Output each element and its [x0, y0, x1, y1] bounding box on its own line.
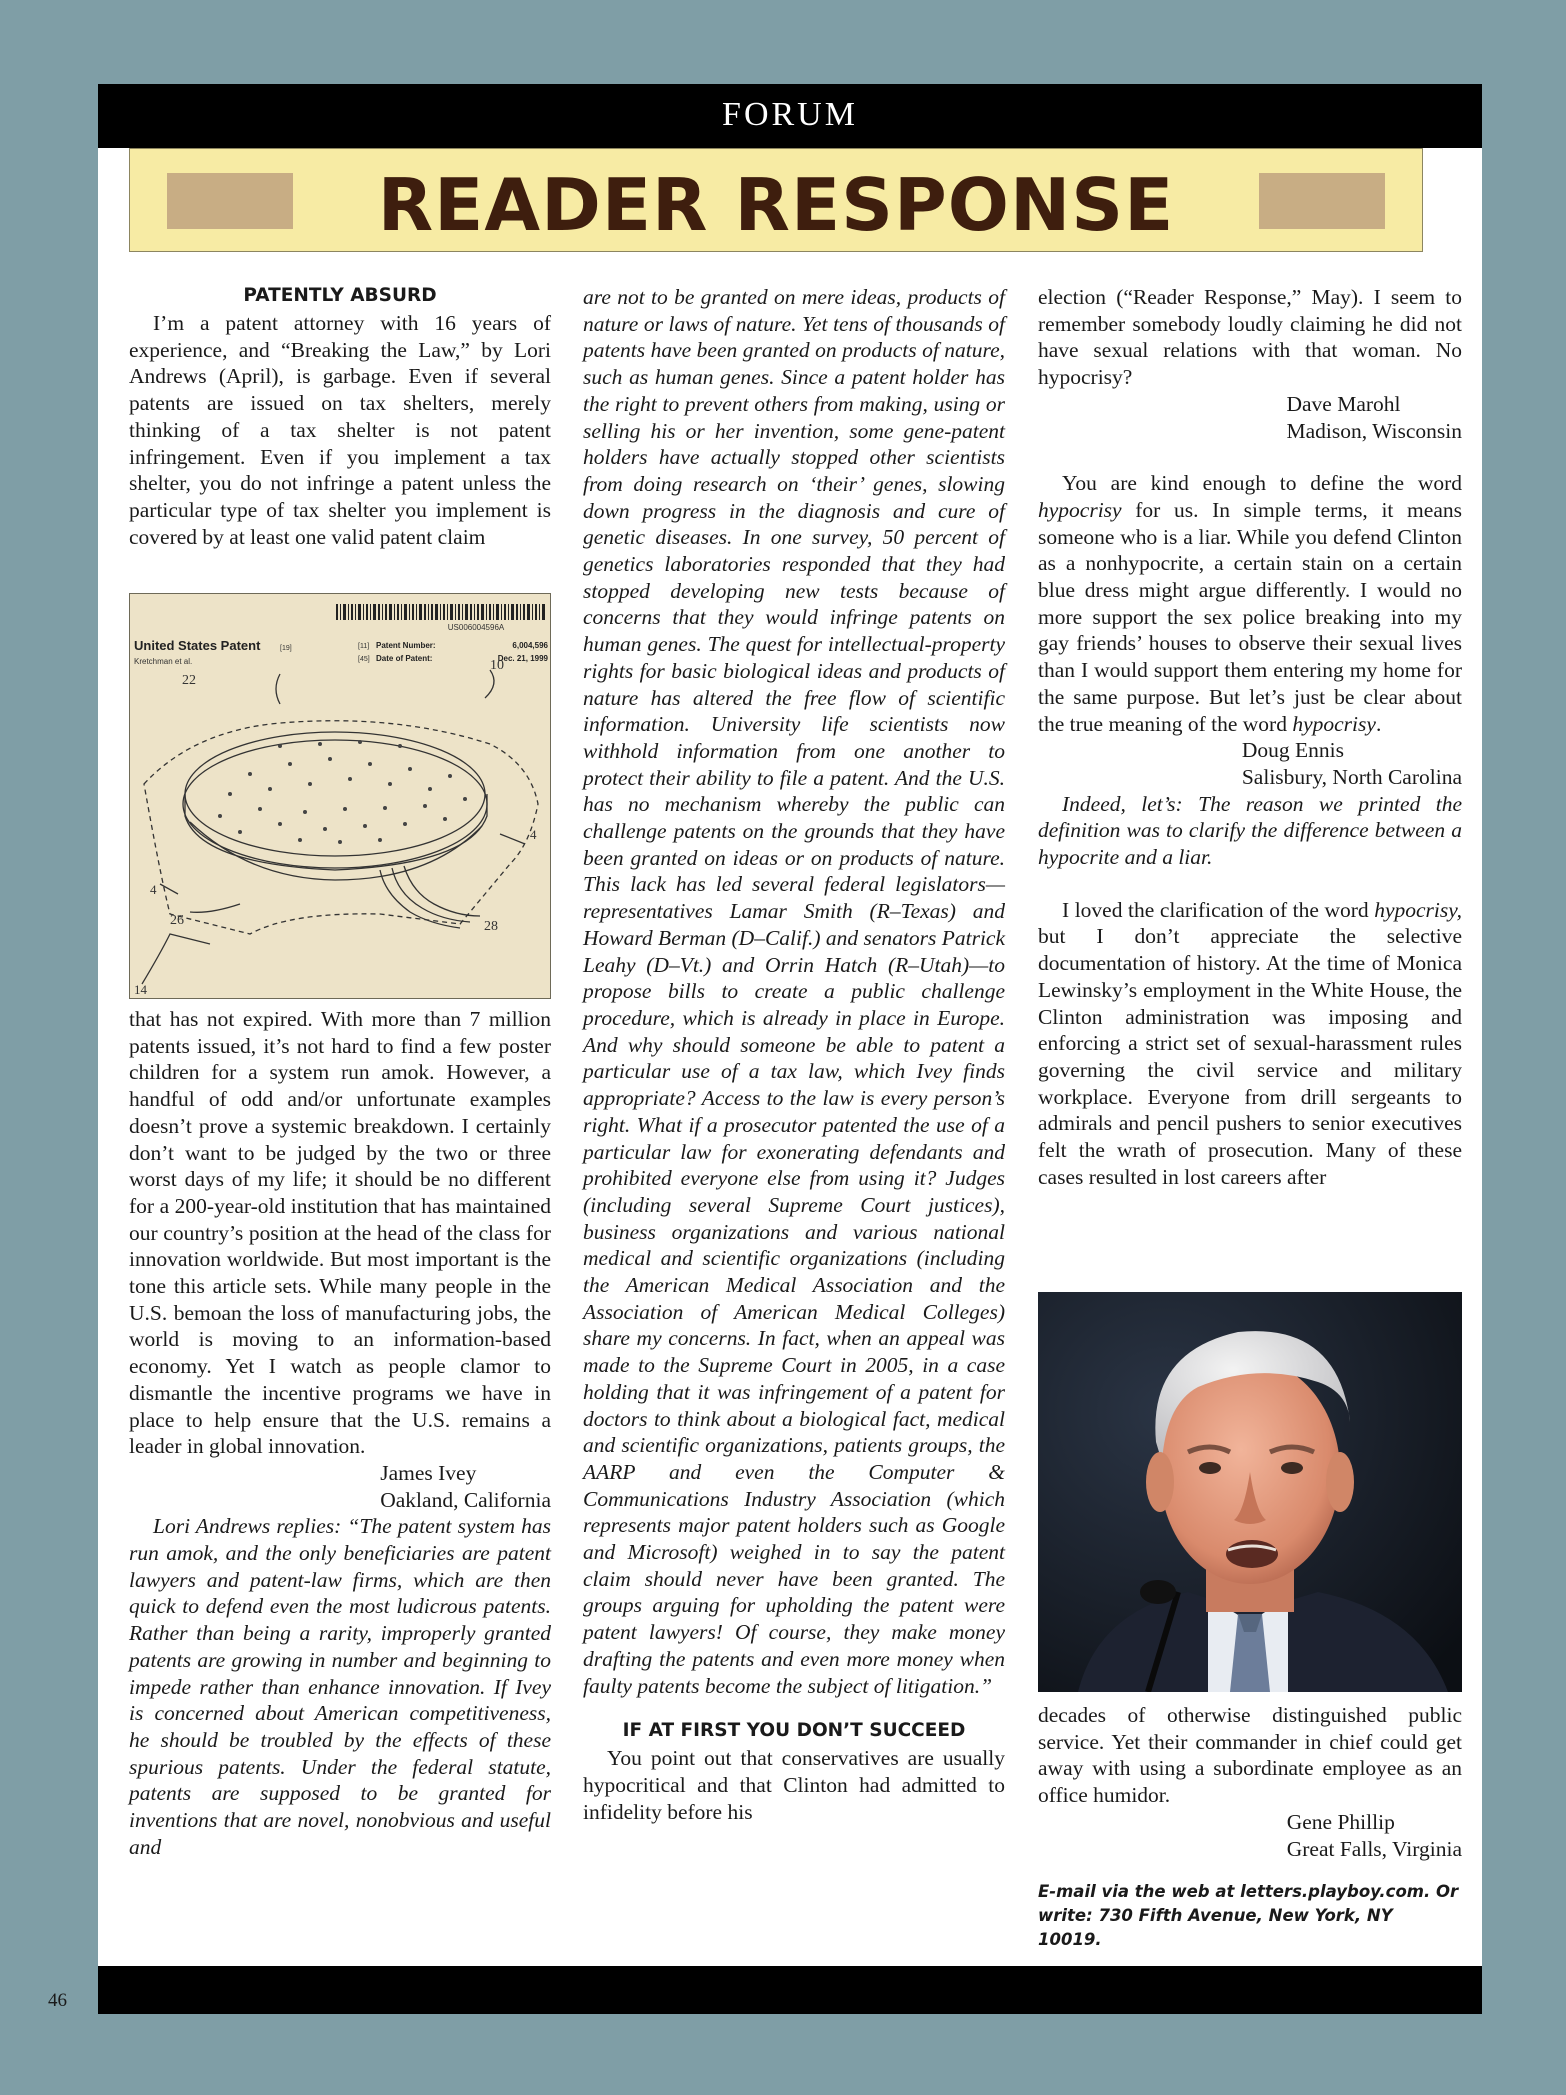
signature-james-ivey [129, 1460, 551, 1513]
patent-bracket-11: [11] [358, 643, 370, 650]
ref-26: 26 [170, 913, 184, 928]
letter-heading-patently-absurd: PATENTLY ABSURD [243, 285, 437, 306]
patent-header-title: United States Patent [134, 638, 261, 653]
column-3-bottom [1038, 1702, 1462, 1952]
letter-paragraph: decades of otherwise distinguished public service. Yet their commander in chief could get away with using a subordinate employee as an office humidor. [1038, 1703, 1462, 1808]
italic-word: hypocrisy, [1374, 897, 1462, 922]
patent-bracket-45: [45] [358, 656, 370, 663]
signature-gene-phillip [1038, 1809, 1462, 1862]
text-run: I loved the clarification of the word [1062, 897, 1375, 922]
signature-name: Dave Marohl [1286, 391, 1401, 416]
title-banner [129, 148, 1423, 252]
barcode [336, 604, 546, 620]
patent-drawing [130, 594, 551, 999]
ref-14: 14 [134, 982, 147, 997]
portrait-illustration [1038, 1292, 1462, 1692]
patent-header-sub: Kretchman et al. [134, 657, 193, 666]
editor-lead: Indeed, let’s: [1062, 791, 1183, 816]
italic-word: hypocrisy [1038, 497, 1122, 522]
letter-paragraph [1038, 470, 1462, 737]
patent-bracket-19: [19] [280, 645, 292, 652]
signature-place: Madison, Wisconsin [1286, 418, 1462, 443]
text-run: . [1375, 711, 1382, 736]
signature-doug-ennis [1038, 737, 1462, 790]
text-run: but I don’t appreciate the selective documentation of history. At the time of Monica Lewinsky’s employment in the White House, the Clinton administration was imposing and enforcing a strict set of sexual-harassment rules governing the civil service and military workplace. Everyone from drill sergeants to admirals and pencil pushers to senior executives felt the wrath of prosecution. Many of these cases resulted in lost careers after [1038, 924, 1462, 1189]
pizza-toppings [218, 740, 467, 844]
patent-date: Dec. 21, 1999 [497, 654, 548, 663]
letter-heading-if-at-first: IF AT FIRST YOU DON’T SUCCEED [622, 1720, 966, 1742]
patent-number-label: Patent Number: [376, 641, 436, 650]
ref-4-left: 4 [150, 882, 157, 897]
contact-note: E-mail via the web at letters.playboy.com. Or write: 730 Fifth Avenue, New York, NY 10019. [1038, 1882, 1459, 1950]
column-1-bottom [129, 1006, 551, 1861]
patent-figure [129, 593, 551, 999]
letter-paragraph: I’m a patent attorney with 16 years of experience, and “Breaking the Law,” by Lori Andrews (April), is garbage. Even if several patents are issued on tax shelters, merely thinking of a tax shelter is not patent infringement. Even if you implement a tax shelter, you do not infringe a patent unless the particular type of tax shelter you implement is covered by at least one valid patent claim [129, 311, 551, 549]
ref-22: 22 [182, 673, 196, 688]
ref-4-right: 4 [530, 827, 537, 842]
signature-place: Great Falls, Virginia [1286, 1836, 1462, 1861]
editor-text: The reason we printed the definition was to clarify the difference between a hypocrite and a liar. [1038, 791, 1463, 870]
page-number: 46 [48, 1990, 67, 2011]
barcode-number: US006004596A [447, 623, 505, 632]
signature-place: Salisbury, North Carolina [1241, 764, 1462, 789]
ref-10: 10 [490, 658, 504, 673]
signature-name: James Ivey [380, 1460, 477, 1485]
signature-name: Gene Phillip [1286, 1809, 1395, 1834]
column-2 [583, 284, 1005, 1825]
letter-paragraph [1038, 897, 1462, 1191]
patent-number: 6,004,596 [512, 641, 548, 650]
clinton-photo [1038, 1292, 1462, 1692]
pizza-drawing [142, 670, 538, 984]
letter-paragraph: that has not expired. With more than 7 million patents issued, it’s not hard to find a few poster children for a system run amok. However, a handful of odd and/or unfortunate examples doesn’t prove a systemic breakdown. I certainly don’t want to be judged by the two or three worst days of my life; it should be no different for a 200-year-old institution that has maintained our country’s position at the head of the class for innovation worldwide. But most important is the tone this article sets. While many people in the U.S. bemoan the loss of manufacturing jobs, the world is moving to an information-based economy. Yet I watch as people clamor to dismantle the incentive programs we have in place to help ensure that the U.S. remains a leader in global innovation. [129, 1007, 551, 1459]
signature-dave-marohl [1038, 391, 1462, 444]
editor-reply [1038, 791, 1462, 871]
magazine-page [98, 84, 1482, 2014]
top-bar [98, 84, 1482, 148]
section-label: FORUM [722, 96, 858, 133]
banner-title: READER RESPONSE [377, 163, 1175, 247]
italic-word: hypocrisy [1292, 711, 1376, 736]
text-run: You are kind enough to define the word [1062, 471, 1462, 496]
author-reply-continued: are not to be granted on mere ideas, products of nature or laws of nature. Yet tens of thousands of patents have been granted on products of nature, such as human genes. Since a patent holder has the right to prevent others from making, using or selling his or her invention, some gene-patent holders have actually stopped other scientists from doing research on ‘their’ genes, slowing down progress in the diagnosis and cure of genetic diseases. In one survey, 50 percent of genetics laboratories responded that they had stopped developing new tests because of concerns that they would infringe patents on human genes. The quest for intellectual-property rights for basic biological ideas and products of nature has altered the free flow of scientific information. University life scientists now withhold information from one another to protect their ability to file a patent. And the U.S. has no mechanism whereby the public can challenge patents on the grounds that they have been granted on ideas or on products of nature. This lack has led several federal legislators—representatives Lamar Smith (R–Texas) and Howard Berman (D–Calif.) and senators Patrick Leahy (D–Vt.) and Orrin Hatch (R–Utah)—to propose bills to create a public challenge procedure, which is already in place in Europe. And why should someone be able to patent a particular use of a tax law, which Ivey finds appropriate? Access to the law is every person’s right. What if a prosecutor patented the use of a particular law for exonerating defendants and prohibited everyone else from using it? Judges (including several Supreme Court justices), business organizations and various national medical and scientific organizations (including the American Medical Association and the Association of American Medical Colleges) share my concerns. In fact, when an appeal was made to the Supreme Court in 2005, in a case holding that it was infringement of a patent for doctors to think about a biological fact, medical and scientific organizations, patients groups, the AARP and even the Computer & Communications Industry Association (which represents major patent holders such as Google and Microsoft) weighed in to say the patent claim should never have been granted. The groups arguing for upholding the patent were patent lawyers! Of course, they make money drafting the patents and even more money when faulty patents become the subject of litigation.” [583, 285, 1006, 1698]
text-run: for us. In simple terms, it means someone who is a liar. While you defend Clinton as a nonhypocrite, a certain stain on a certain blue dress might argue differently. I would no more support the sex police breaking into my gay friends’ houses to observe their sexual lives than I would support them entering my home for the same purpose. But let’s just be clear about the true meaning of the word [1038, 497, 1462, 736]
letter-paragraph: You point out that conservatives are usually hypocritical and that Clinton had admitted to infidelity before his [583, 1746, 1005, 1824]
reply-text: “The patent system has run amok, and the only beneficiaries are patent lawyers and patent-law firms, which are then quick to defend even the most ludicrous patents. Rather than being a rarity, improperly granted patents are growing in number and beginning to impede rather than enhance innovation. If Ivey is concerned about American competitiveness, he should be troubled by the effects of these spurious patents. Under the federal statute, patents are supposed to be granted for inventions that are novel, nonobvious and useful and [129, 1514, 551, 1859]
bottom-bar [98, 1966, 1482, 2014]
column-1-top [129, 284, 551, 550]
ref-28: 28 [484, 919, 498, 934]
author-reply [129, 1513, 551, 1860]
column-3-top [1038, 284, 1462, 1191]
signature-name: Doug Ennis [1241, 738, 1344, 763]
signature-place: Oakland, California [380, 1487, 551, 1512]
reply-lead: Lori Andrews replies: [153, 1514, 342, 1539]
letter-paragraph: election (“Reader Response,” May). I seem to remember somebody loudly claiming he did not have sexual relations with that woman. No hypocrisy? [1038, 285, 1462, 390]
patent-date-label: Date of Patent: [376, 654, 433, 663]
